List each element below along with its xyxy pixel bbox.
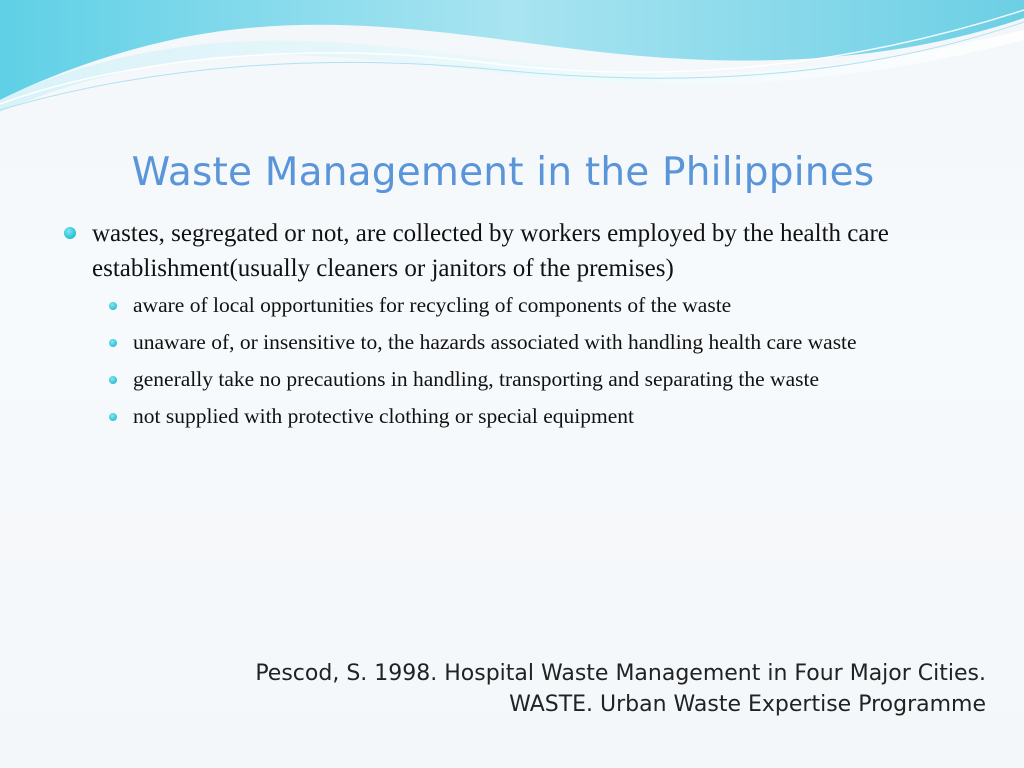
sub-bullet-list bbox=[105, 290, 964, 431]
citation-line-2: WASTE. Urban Waste Expertise Programme bbox=[509, 692, 986, 717]
sub-bullet-dot-icon bbox=[109, 339, 117, 347]
slide-title: Waste Management in the Philippines bbox=[131, 150, 875, 195]
sub-bullet-text: generally take no precautions in handling, transporting and separating the waste bbox=[133, 367, 819, 391]
citation-line-1: Pescod, S. 1998. Hospital Waste Management in Four Major Cities. bbox=[255, 661, 986, 686]
list-item bbox=[105, 327, 964, 357]
bullet-dot-icon bbox=[64, 227, 76, 239]
header-wave-graphic bbox=[0, 0, 1024, 120]
sub-bullet-text: aware of local opportunities for recycling of components of the waste bbox=[133, 293, 732, 317]
sub-bullet-text: unaware of, or insensitive to, the hazards associated with handling health care waste bbox=[133, 330, 857, 354]
sub-bullet-dot-icon bbox=[109, 302, 117, 310]
bullet-level1-text: wastes, segregated or not, are collected by workers employed by the health care establishment(usually cleaners or janitors of the premises) bbox=[92, 220, 889, 282]
slide-content bbox=[64, 216, 964, 438]
sub-bullet-dot-icon bbox=[109, 376, 117, 384]
list-item bbox=[105, 401, 964, 431]
sub-bullet-dot-icon bbox=[109, 413, 117, 421]
list-item bbox=[105, 364, 964, 394]
list-item bbox=[105, 290, 964, 320]
bullet-level1 bbox=[64, 216, 964, 286]
sub-bullet-text: not supplied with protective clothing or special equipment bbox=[133, 404, 634, 428]
citation bbox=[255, 658, 986, 720]
